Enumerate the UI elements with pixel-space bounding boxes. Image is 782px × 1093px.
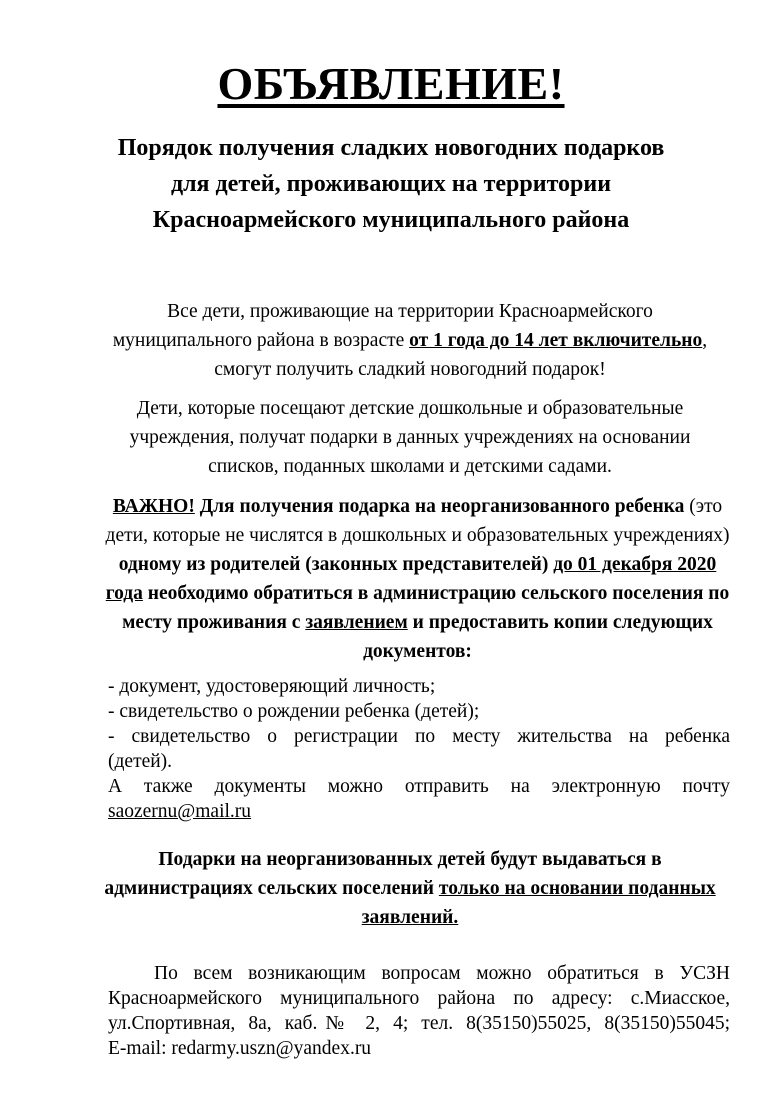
contact-email: E-mail: redarmy.uszn@yandex.ru	[108, 1038, 372, 1059]
eligibility-paragraph	[100, 297, 720, 384]
distribution-condition: только на основании поданных заявлений.	[361, 878, 716, 928]
contact-line-1: По всем возникающим вопросам можно обратиться в УСЗН	[154, 963, 730, 984]
page-title: ОБЪЯВЛЕНИЕ!	[217, 58, 565, 109]
documents-list	[108, 674, 730, 824]
email-note: А также документы можно отправить на электронную почту	[108, 776, 730, 797]
important-label: ВАЖНО!	[112, 496, 195, 517]
list-item-continuation: (детей).	[108, 751, 173, 772]
important-text-1: Для получения подарка на неорганизованного ребенка	[194, 496, 685, 517]
institutions-paragraph: Дети, которые посещают детские дошкольные и образовательные учреждения, получат подарки в данных учреждениях на основании списков, поданных школами и детскими садами.	[129, 398, 691, 477]
important-text-2: (это дети, которые не числятся в дошкольных и образовательных учреждениях)	[105, 496, 730, 546]
subtitle-line-2: для детей, проживающих на территории	[170, 171, 612, 197]
subtitle-line-3: Красноармейского муниципального района	[152, 207, 630, 233]
subtitle-line-1: Порядок получения сладких новогодних подарков	[117, 135, 665, 161]
contact-line-3: ул.Спортивная, 8а, каб.№ 2, 4; тел. 8(35150)55025, 8(35150)55045;	[108, 1013, 730, 1034]
distribution-text: Подарки на неорганизованных детей будут выдаваться в администрациях сельских поселений	[104, 849, 662, 899]
important-text-5: и предоставить копии следующих документов:	[363, 612, 713, 662]
list-item: - документ, удостоверяющий личность;	[108, 676, 436, 697]
age-range: от 1 года до 14 лет включительно	[409, 330, 703, 351]
important-text-3: одному из родителей (законных представителей)	[118, 554, 554, 575]
important-text-4: необходимо обратиться в администрацию сельского поселения по месту проживания с	[122, 583, 730, 633]
list-item: - свидетельство о регистрации по месту жительства на ребенка	[108, 726, 730, 747]
deadline-date: до 01 декабря 2020 года	[105, 554, 717, 604]
statement-word: заявлением	[305, 612, 408, 633]
list-item: - свидетельство о рождении ребенка (детей);	[108, 701, 480, 722]
contact-line-2: Красноармейского муниципального района по адресу: с.Миасское,	[108, 988, 730, 1009]
important-paragraph	[100, 492, 735, 666]
announcement-subtitle	[60, 130, 722, 238]
eligibility-text: Все дети, проживающие на территории Красноармейского муниципального района в возрасте	[112, 301, 653, 351]
email-link[interactable]: saozernu@mail.ru	[108, 801, 252, 822]
contact-info	[108, 961, 730, 1061]
distribution-paragraph	[100, 845, 720, 932]
eligibility-text-end: , смогут получить сладкий новогодний подарок!	[214, 330, 708, 380]
